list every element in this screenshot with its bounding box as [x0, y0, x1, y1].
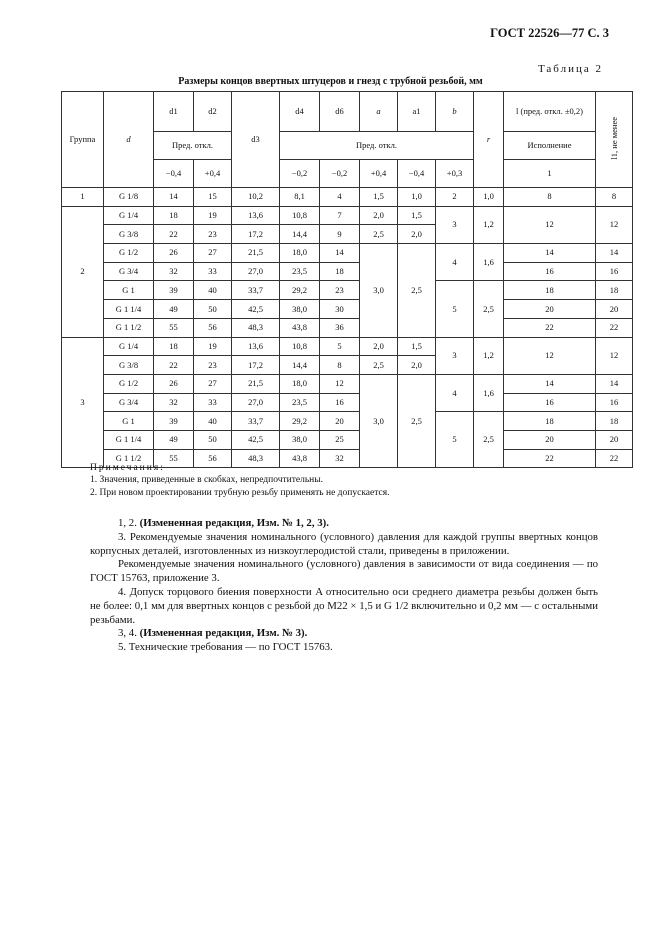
- cell-d3: 48,3: [232, 318, 280, 337]
- col-d6-header: d6: [320, 92, 360, 132]
- thread-cell: G 1/4: [104, 206, 154, 225]
- cell-r: 1,2: [474, 206, 504, 243]
- cell-d6: 14: [320, 244, 360, 263]
- cell-d1: 49: [154, 430, 194, 449]
- cell-l1: 22: [596, 449, 633, 468]
- cell-d6: 5: [320, 337, 360, 356]
- thread-cell: G 1/8: [104, 188, 154, 207]
- cell-r: 1,6: [474, 244, 504, 281]
- table-row: [62, 188, 633, 207]
- cell-d1: 26: [154, 244, 194, 263]
- table-row: [62, 244, 633, 263]
- cell-l1: 20: [596, 300, 633, 319]
- cell-a: 3,0: [360, 244, 398, 337]
- cell-d6: 18: [320, 262, 360, 281]
- cell-d1: 32: [154, 262, 194, 281]
- cell-d2: 40: [194, 412, 232, 431]
- table-row: [62, 430, 633, 449]
- cell-d4: 29,2: [280, 281, 320, 300]
- cell-d4: 29,2: [280, 412, 320, 431]
- col-d-header: d: [104, 92, 154, 188]
- cell-d4: 18,0: [280, 244, 320, 263]
- cell-d3: 48,3: [232, 449, 280, 468]
- table-row: [62, 206, 633, 225]
- dimensions-table: [61, 91, 633, 468]
- notes-heading: Примечания:: [90, 463, 165, 473]
- note-2: 2. При новом проектировании трубную резьбу применять не допускается.: [90, 487, 390, 498]
- cell-l: 12: [504, 337, 596, 374]
- table-row: [62, 318, 633, 337]
- pred-otkl-label: Пред. откл.: [154, 132, 232, 160]
- cell-d6: 20: [320, 412, 360, 431]
- cell-l: 18: [504, 281, 596, 300]
- table-row: [62, 262, 633, 281]
- table-row: [62, 300, 633, 319]
- pred-otkl-label: Пред. откл.: [280, 132, 474, 160]
- table-caption: Размеры концов ввертных штуцеров и гнезд с трубной резьбой, мм: [178, 76, 483, 87]
- thread-cell: G 1/2: [104, 374, 154, 393]
- cell-r: 1,6: [474, 374, 504, 411]
- cell-l: 20: [504, 430, 596, 449]
- cell-d1: 55: [154, 318, 194, 337]
- cell-d2: 23: [194, 356, 232, 375]
- col-d4-header: d4: [280, 92, 320, 132]
- cell-a: 2,5: [360, 225, 398, 244]
- col-r-header: r: [474, 92, 504, 188]
- cell-a1: 1,0: [398, 188, 436, 207]
- cell-d2: 33: [194, 262, 232, 281]
- cell-d1: 39: [154, 281, 194, 300]
- cell-d3: 21,5: [232, 374, 280, 393]
- cell-b: 4: [436, 374, 474, 411]
- cell-d2: 23: [194, 225, 232, 244]
- cell-l: 22: [504, 318, 596, 337]
- col-l1-header: l1, не менее: [596, 92, 633, 188]
- thread-cell: G 1/2: [104, 244, 154, 263]
- table-row: [62, 412, 633, 431]
- cell-d3: 27,0: [232, 262, 280, 281]
- cell-r: 2,5: [474, 281, 504, 337]
- col-d2-header: d2: [194, 92, 232, 132]
- thread-cell: G 3/8: [104, 356, 154, 375]
- cell-d2: 15: [194, 188, 232, 207]
- cell-l: 12: [504, 206, 596, 243]
- col-l-header: l (пред. откл. ±0,2): [504, 92, 596, 132]
- cell-d3: 33,7: [232, 412, 280, 431]
- cell-d4: 23,5: [280, 393, 320, 412]
- tolerance-d6: −0,2: [320, 160, 360, 188]
- cell-d2: 50: [194, 300, 232, 319]
- cell-d2: 56: [194, 318, 232, 337]
- cell-l1: 8: [596, 188, 633, 207]
- cell-b: 2: [436, 188, 474, 207]
- cell-l1: 18: [596, 281, 633, 300]
- group-cell: 2: [62, 206, 104, 337]
- thread-cell: G 1: [104, 281, 154, 300]
- cell-l: 16: [504, 262, 596, 281]
- cell-d1: 18: [154, 337, 194, 356]
- cell-d6: 7: [320, 206, 360, 225]
- tolerance-d1: −0,4: [154, 160, 194, 188]
- cell-l: 20: [504, 300, 596, 319]
- cell-a1: 2,0: [398, 356, 436, 375]
- cell-d1: 14: [154, 188, 194, 207]
- tolerance-d4: −0,2: [280, 160, 320, 188]
- cell-a: 2,0: [360, 206, 398, 225]
- cell-d3: 17,2: [232, 356, 280, 375]
- cell-r: 2,5: [474, 412, 504, 468]
- cell-d6: 16: [320, 393, 360, 412]
- cell-d4: 43,8: [280, 318, 320, 337]
- col-d1-header: d1: [154, 92, 194, 132]
- cell-d2: 56: [194, 449, 232, 468]
- table-row: [62, 393, 633, 412]
- paragraph-5: 5. Технические требования — по ГОСТ 15763.: [118, 641, 333, 654]
- cell-d6: 4: [320, 188, 360, 207]
- cell-d6: 32: [320, 449, 360, 468]
- cell-d6: 25: [320, 430, 360, 449]
- cell-d1: 22: [154, 225, 194, 244]
- cell-d2: 19: [194, 337, 232, 356]
- cell-l1: 16: [596, 393, 633, 412]
- cell-d1: 39: [154, 412, 194, 431]
- cell-l1: 16: [596, 262, 633, 281]
- page-header: ГОСТ 22526—77 С. 3: [490, 26, 609, 40]
- cell-d6: 30: [320, 300, 360, 319]
- thread-cell: G 1 1/2: [104, 449, 154, 468]
- cell-b: 3: [436, 337, 474, 374]
- cell-d4: 38,0: [280, 300, 320, 319]
- cell-d3: 42,5: [232, 430, 280, 449]
- cell-l: 14: [504, 374, 596, 393]
- cell-d2: 19: [194, 206, 232, 225]
- ispolnenie-value: 1: [504, 160, 596, 188]
- body-text: [90, 517, 598, 655]
- cell-l: 16: [504, 393, 596, 412]
- tolerance-d2: +0,4: [194, 160, 232, 188]
- cell-d4: 14,4: [280, 356, 320, 375]
- paragraph-3-cont: Рекомендуемые значения номинального (условного) давления в зависимости от вида соединения — по ГОСТ 15763, приложение 3.: [90, 558, 598, 585]
- cell-d2: 33: [194, 393, 232, 412]
- cell-l1: 18: [596, 412, 633, 431]
- cell-d4: 10,8: [280, 206, 320, 225]
- cell-a: 2,0: [360, 337, 398, 356]
- cell-l1: 22: [596, 318, 633, 337]
- cell-l1: 12: [596, 337, 633, 374]
- cell-l1: 20: [596, 430, 633, 449]
- cell-d4: 43,8: [280, 449, 320, 468]
- cell-b: 5: [436, 412, 474, 468]
- cell-d3: 10,2: [232, 188, 280, 207]
- group-cell: 1: [62, 188, 104, 207]
- thread-cell: G 3/8: [104, 225, 154, 244]
- cell-d3: 27,0: [232, 393, 280, 412]
- cell-d3: 21,5: [232, 244, 280, 263]
- cell-d4: 14,4: [280, 225, 320, 244]
- cell-l: 22: [504, 449, 596, 468]
- thread-cell: G 3/4: [104, 393, 154, 412]
- cell-d1: 32: [154, 393, 194, 412]
- table-row: [62, 337, 633, 356]
- col-b-header: b: [436, 92, 474, 132]
- cell-d1: 18: [154, 206, 194, 225]
- cell-a1: 2,5: [398, 244, 436, 337]
- cell-d3: 13,6: [232, 337, 280, 356]
- cell-a1: 1,5: [398, 206, 436, 225]
- note-1: 1. Значения, приведенные в скобках, непредпочтительны.: [90, 475, 324, 486]
- cell-r: 1,0: [474, 188, 504, 207]
- tolerance-a: +0,4: [360, 160, 398, 188]
- cell-d2: 27: [194, 374, 232, 393]
- col-a-header: a: [360, 92, 398, 132]
- cell-d6: 36: [320, 318, 360, 337]
- cell-d2: 50: [194, 430, 232, 449]
- cell-d4: 8,1: [280, 188, 320, 207]
- cell-l1: 12: [596, 206, 633, 243]
- cell-d2: 40: [194, 281, 232, 300]
- cell-d2: 27: [194, 244, 232, 263]
- thread-cell: G 1: [104, 412, 154, 431]
- cell-d3: 42,5: [232, 300, 280, 319]
- col-a1-header: a1: [398, 92, 436, 132]
- ispolnenie-label: Исполнение: [504, 132, 596, 160]
- cell-a1: 2,0: [398, 225, 436, 244]
- thread-cell: G 1/4: [104, 337, 154, 356]
- table-row: [62, 281, 633, 300]
- cell-b: 3: [436, 206, 474, 243]
- tolerance-a1: −0,4: [398, 160, 436, 188]
- thread-cell: G 3/4: [104, 262, 154, 281]
- cell-a: 2,5: [360, 356, 398, 375]
- cell-a: 3,0: [360, 374, 398, 467]
- cell-d1: 26: [154, 374, 194, 393]
- paragraph-amend-1: 1, 2. (Измененная редакция, Изм. № 1, 2, 3).: [118, 517, 329, 529]
- cell-a1: 2,5: [398, 374, 436, 467]
- cell-l1: 14: [596, 374, 633, 393]
- cell-d1: 22: [154, 356, 194, 375]
- table-notes: [90, 462, 389, 499]
- col-d3-header: d3: [232, 92, 280, 188]
- cell-a1: 1,5: [398, 337, 436, 356]
- paragraph-3: 3. Рекомендуемые значения номинального (условного) давления для каждой группы ввертных концов корпусных деталей, изготовленных из низкоуглеродистой стали, приведены в приложении.: [90, 530, 598, 557]
- cell-l: 18: [504, 412, 596, 431]
- cell-d6: 23: [320, 281, 360, 300]
- paragraph-4: 4. Допуск торцового биения поверхности A относительно оси среднего диаметра резьбы должен быть не более: 0,1 мм для ввертных концов с резьбой до M22 × 1,5 и G 1/2 включительно и 0,2 мм — с остальными резьбами.: [90, 585, 598, 626]
- cell-d3: 17,2: [232, 225, 280, 244]
- cell-b: 5: [436, 281, 474, 337]
- cell-d6: 9: [320, 225, 360, 244]
- table-label: Таблица 2: [537, 63, 603, 75]
- cell-l: 14: [504, 244, 596, 263]
- cell-d3: 13,6: [232, 206, 280, 225]
- tolerance-b: +0,3: [436, 160, 474, 188]
- thread-cell: G 1 1/4: [104, 430, 154, 449]
- cell-d4: 23,5: [280, 262, 320, 281]
- cell-r: 1,2: [474, 337, 504, 374]
- cell-l1: 14: [596, 244, 633, 263]
- cell-d4: 18,0: [280, 374, 320, 393]
- cell-l: 8: [504, 188, 596, 207]
- paragraph-amend-2: 3, 4. (Измененная редакция, Изм. № 3).: [118, 627, 308, 640]
- col-group-header: Группа: [62, 92, 104, 188]
- cell-d1: 55: [154, 449, 194, 468]
- cell-b: 4: [436, 244, 474, 281]
- cell-d6: 8: [320, 356, 360, 375]
- table-row: [62, 374, 633, 393]
- cell-d4: 10,8: [280, 337, 320, 356]
- thread-cell: G 1 1/4: [104, 300, 154, 319]
- cell-d6: 12: [320, 374, 360, 393]
- cell-a: 1,5: [360, 188, 398, 207]
- group-cell: 3: [62, 337, 104, 468]
- cell-d4: 38,0: [280, 430, 320, 449]
- cell-d3: 33,7: [232, 281, 280, 300]
- cell-d1: 49: [154, 300, 194, 319]
- thread-cell: G 1 1/2: [104, 318, 154, 337]
